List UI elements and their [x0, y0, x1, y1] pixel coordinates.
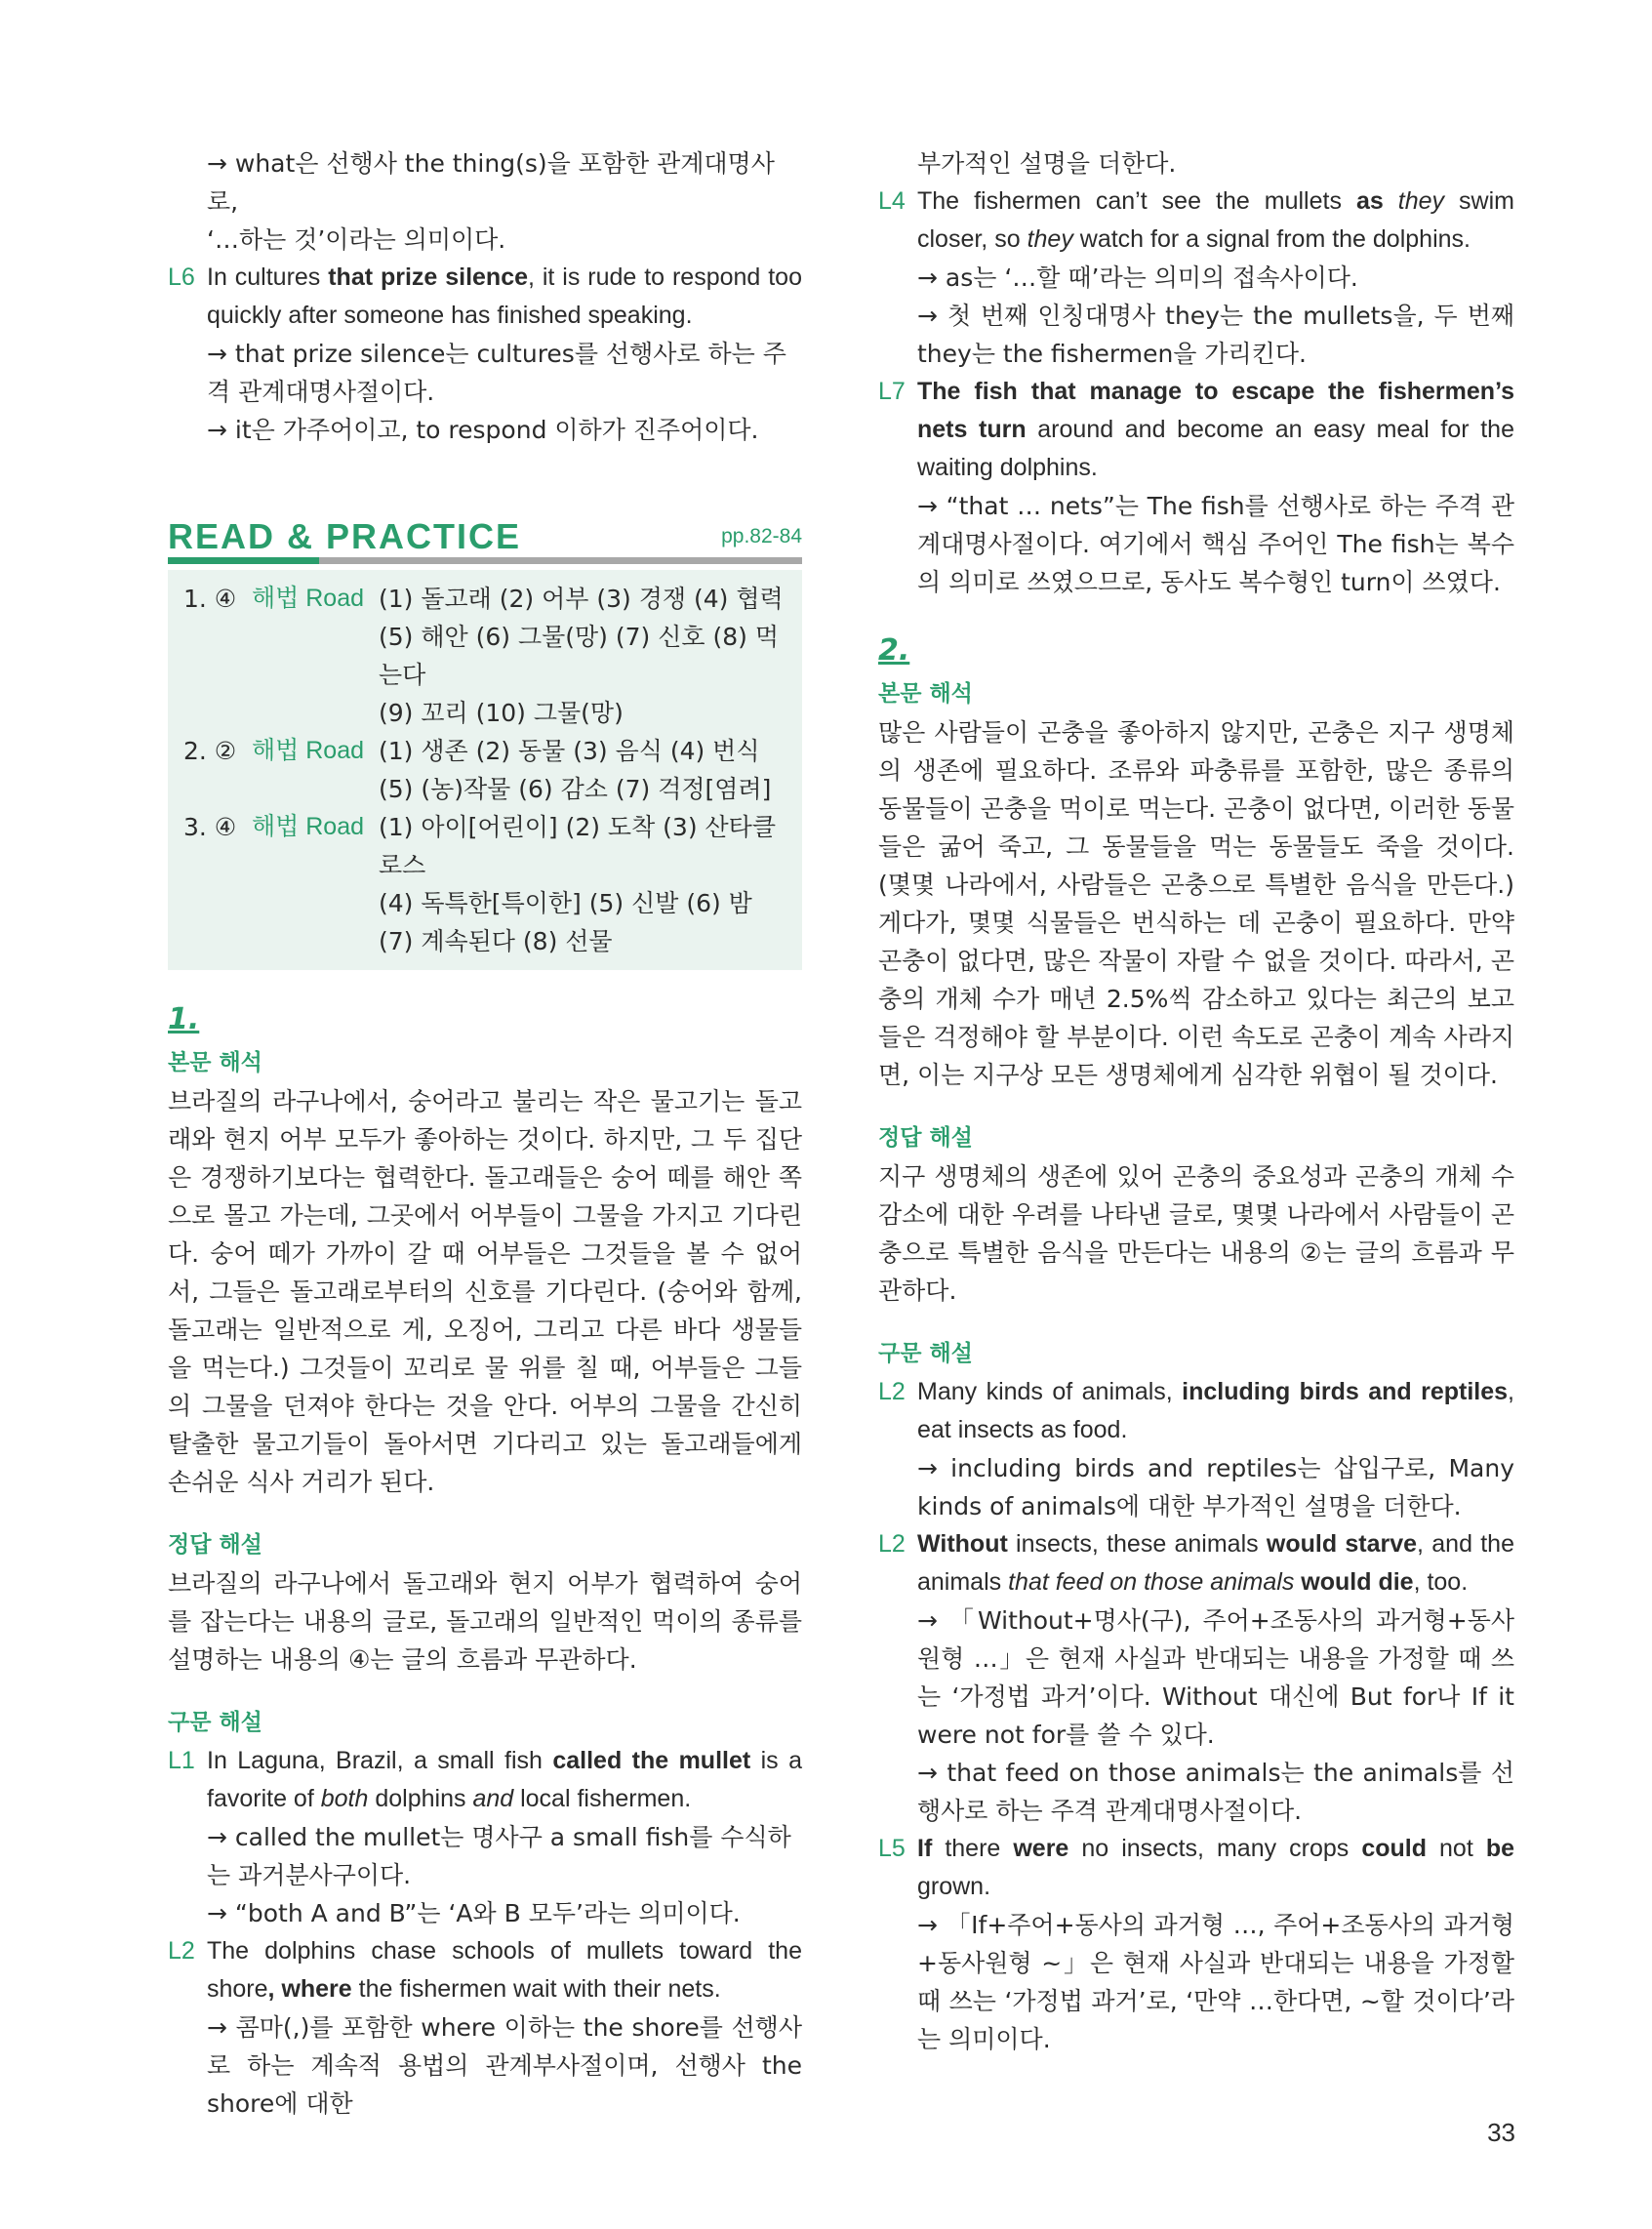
note: [168, 335, 802, 449]
translation-text: 브라질의 라구나에서, 숭어라고 불리는 작은 물고기는 돌고래와 현지 어부 모두가 좋아하는 것이다. 하지만, 그 두 집단은 경쟁하기보다는 협력한다. 돌고래들은 숭어 떼를 해안 쪽으로 몰고 가는데, 그곳에서 어부들이 그물을 가지고 기다린다. 숭어 떼가 가까이 갈 때 어부들은 그것들을 볼 수 없어서, 그들은 돌고래로부터의 신호를 기다린다. (숭어와 함께, 돌고래는 일반적으로 게, 오징어, 그리고 다른 바다 생물들을 먹는다.) 그것들이 꼬리로 물 위를 칠 때, 어부들은 그들의 그물을 던져야 한다는 것을 안다. 어부의 그물을 간신히 탈출한 물고기들이 돌아서면 기다리고 있는 돌고래들에게 손쉬운 식사 거리가 된다.: [168, 1087, 802, 1496]
english-sentence: The dolphins chase schools of mullets toward the shore, where the fishermen wait with their nets.: [207, 1937, 802, 2003]
question-number: 1.: [168, 1002, 200, 1036]
syntax-entry-l7: [878, 373, 1514, 487]
note: [168, 144, 802, 259]
english-sentence: In Laguna, Brazil, a small fish called the mullet is a favorite of both dolphins and local fishermen.: [207, 1747, 803, 1812]
line-label: L2: [878, 1530, 906, 1558]
note: → as는 ‘…할 때’라는 의미의 접속사이다. → 첫 번째 인칭대명사 they는 the mullets을, 두 번째 they는 the fishermen을 가리킨다.: [917, 263, 1514, 368]
section-heading: 구문 해설: [878, 1341, 973, 1366]
note-line: → what은 선행사 the thing(s)을 포함한 관계대명사로,: [207, 149, 775, 216]
section-heading: 정답 해설: [168, 1532, 262, 1558]
answer-row: 1. ④ 해법 Road (1) 돌고래 (2) 어부 (3) 경쟁 (4) 협력 (5) 해안 (6) 그물(망) (7) 신호 (8) 먹는다 (9) 꼬리 (10) 그물(망): [183, 585, 784, 727]
line-label: L6: [168, 263, 195, 291]
note: → including birds and reptiles는 삽입구로, Many kinds of animals에 대한 부가적인 설명을 더한다.: [917, 1454, 1514, 1520]
note-line: ‘…하는 것’이라는 의미이다.: [207, 225, 506, 254]
english-sentence: In cultures that prize silence, it is rude to respond too quickly after someone has finished speaking.: [207, 263, 802, 329]
answer-explanation: 브라질의 라구나에서 돌고래와 현지 어부가 협력하여 숭어를 잡는다는 내용의 글로, 돌고래의 일반적인 먹이의 종류를 설명하는 내용의 ④는 글의 흐름과 무관하다.: [168, 1569, 802, 1674]
accent-bar: [168, 557, 319, 564]
syntax-entry-l2: [878, 1373, 1514, 1449]
note-line: → it은 가주어이고, to respond 이하가 진주어이다.: [207, 416, 759, 444]
question-number: 2.: [878, 633, 910, 668]
line-label: L2: [168, 1937, 195, 1965]
english-sentence: The fishermen can’t see the mullets as they swim closer, so they watch for a signal from the dolphins.: [917, 187, 1514, 253]
answer-row: 3. ④ 해법 Road (1) 아이[어린이] (2) 도착 (3) 산타클로스 (4) 독특한[특이한] (5) 신발 (6) 밤 (7) 계속된다 (8) 선물: [183, 813, 776, 955]
line-label: L1: [168, 1747, 195, 1774]
answer-row: 2. ② 해법 Road (1) 생존 (2) 동물 (3) 음식 (4) 번식 (5) (농)작물 (6) 감소 (7) 걱정[염려]: [183, 737, 772, 803]
section-heading: 정답 해설: [878, 1125, 973, 1151]
syntax-entry-l2: [168, 1932, 802, 2008]
line-label: L2: [878, 1378, 906, 1405]
line-label: L4: [878, 187, 906, 215]
note-line: → that prize silence는 cultures를 선행사로 하는 주격 관계대명사절이다.: [207, 340, 786, 406]
note: 부가적인 설명을 더한다.: [917, 149, 1177, 178]
note: → 「If+주어+동사의 과거형 …, 주어+조동사의 과거형+동사원형 ~」은 현재 사실과 반대되는 내용을 가정할 때 쓰는 ‘가정법 과거’로, ‘만약 …한다면, ~할 것이다’라는 의미이다.: [917, 1911, 1514, 2053]
left-column: [168, 144, 802, 2123]
section-heading: 구문 해설: [168, 1710, 262, 1735]
right-column: [878, 144, 1514, 2058]
section-heading: 본문 해석: [878, 681, 973, 707]
english-sentence: Many kinds of animals, including birds and reptiles, eat insects as food.: [917, 1378, 1514, 1443]
english-sentence: The fish that manage to escape the fishermen’s nets turn around and become an easy meal for the waiting dolphins.: [917, 378, 1514, 481]
note: → 「Without+명사(구), 주어+조동사의 과거형+동사원형 …」은 현재 사실과 반대되는 내용을 가정할 때 쓰는 ‘가정법 과거’이다. Without 대신에 But for나 If it were not for를 쓸 수 있다. → that feed on those animals는 the animals를 선행사로 하는 주격 관계대명사절이다.: [917, 1606, 1514, 1825]
translation-text: 많은 사람들이 곤충을 좋아하지 않지만, 곤충은 지구 생명체의 생존에 필요하다. 조류와 파충류를 포함한, 많은 종류의 동물들이 곤충을 먹이로 먹는다. 곤충이 없다면, 이러한 동물들은 굶어 죽고, 그 동물들을 먹는 동물들도 죽을 것이다. (몇몇 나라에서, 사람들은 곤충으로 특별한 음식을 만든다.) 게다가, 몇몇 식물들은 번식하는 데 곤충이 필요하다. 만약 곤충이 없다면, 많은 작물이 자랄 수 없을 것이다. 따라서, 곤충의 개체 수가 매년 2.5%씩 감소하고 있다는 최근의 보고들은 걱정해야 할 부분이다. 이런 속도로 곤충이 계속 사라지면, 이는 지구상 모든 생명체에게 심각한 위협이 될 것이다.: [878, 718, 1514, 1089]
note: → called the mullet는 명사구 a small fish를 수식하는 과거분사구이다. → “both A and B”는 ‘A와 B 모두’라는 의미이다.: [207, 1823, 791, 1927]
page-range: pp.82-84: [721, 525, 802, 547]
english-sentence: Without insects, these animals would starve, and the animals that feed on those animals would die, too.: [917, 1530, 1514, 1596]
page-number: 33: [1487, 2118, 1515, 2147]
section-heading: 본문 해석: [168, 1050, 262, 1075]
answer-explanation: 지구 생명체의 생존에 있어 곤충의 중요성과 곤충의 개체 수 감소에 대한 우려를 나타낸 글로, 몇몇 나라에서 사람들이 곤충으로 특별한 음식을 만든다는 내용의 ②는 글의 흐름과 무관하다.: [878, 1162, 1514, 1305]
read-practice-header: [168, 517, 802, 564]
syntax-entry-l5: [878, 1830, 1514, 1906]
note: → “that … nets”는 The fish를 선행사로 하는 주격 관계대명사절이다. 여기에서 핵심 주어인 The fish는 복수의 의미로 쓰였으므로, 동사도 복수형인 turn이 쓰였다.: [917, 492, 1514, 596]
note: → 콤마(,)를 포함한 where 이하는 the shore를 선행사로 하는 계속적 용법의 관계부사절이며, 선행사 the shore에 대한: [207, 2013, 802, 2118]
english-sentence: If there were no insects, many crops could not be grown.: [917, 1835, 1515, 1900]
syntax-entry-l6: [168, 259, 802, 335]
syntax-entry-l1: [168, 1742, 802, 1818]
section-title: READ & PRACTICE: [168, 516, 522, 556]
syntax-entry-l4: [878, 182, 1514, 259]
answer-box: [168, 570, 802, 970]
syntax-entry-l2-b: [878, 1525, 1514, 1601]
line-label: L7: [878, 378, 906, 405]
line-label: L5: [878, 1835, 906, 1862]
